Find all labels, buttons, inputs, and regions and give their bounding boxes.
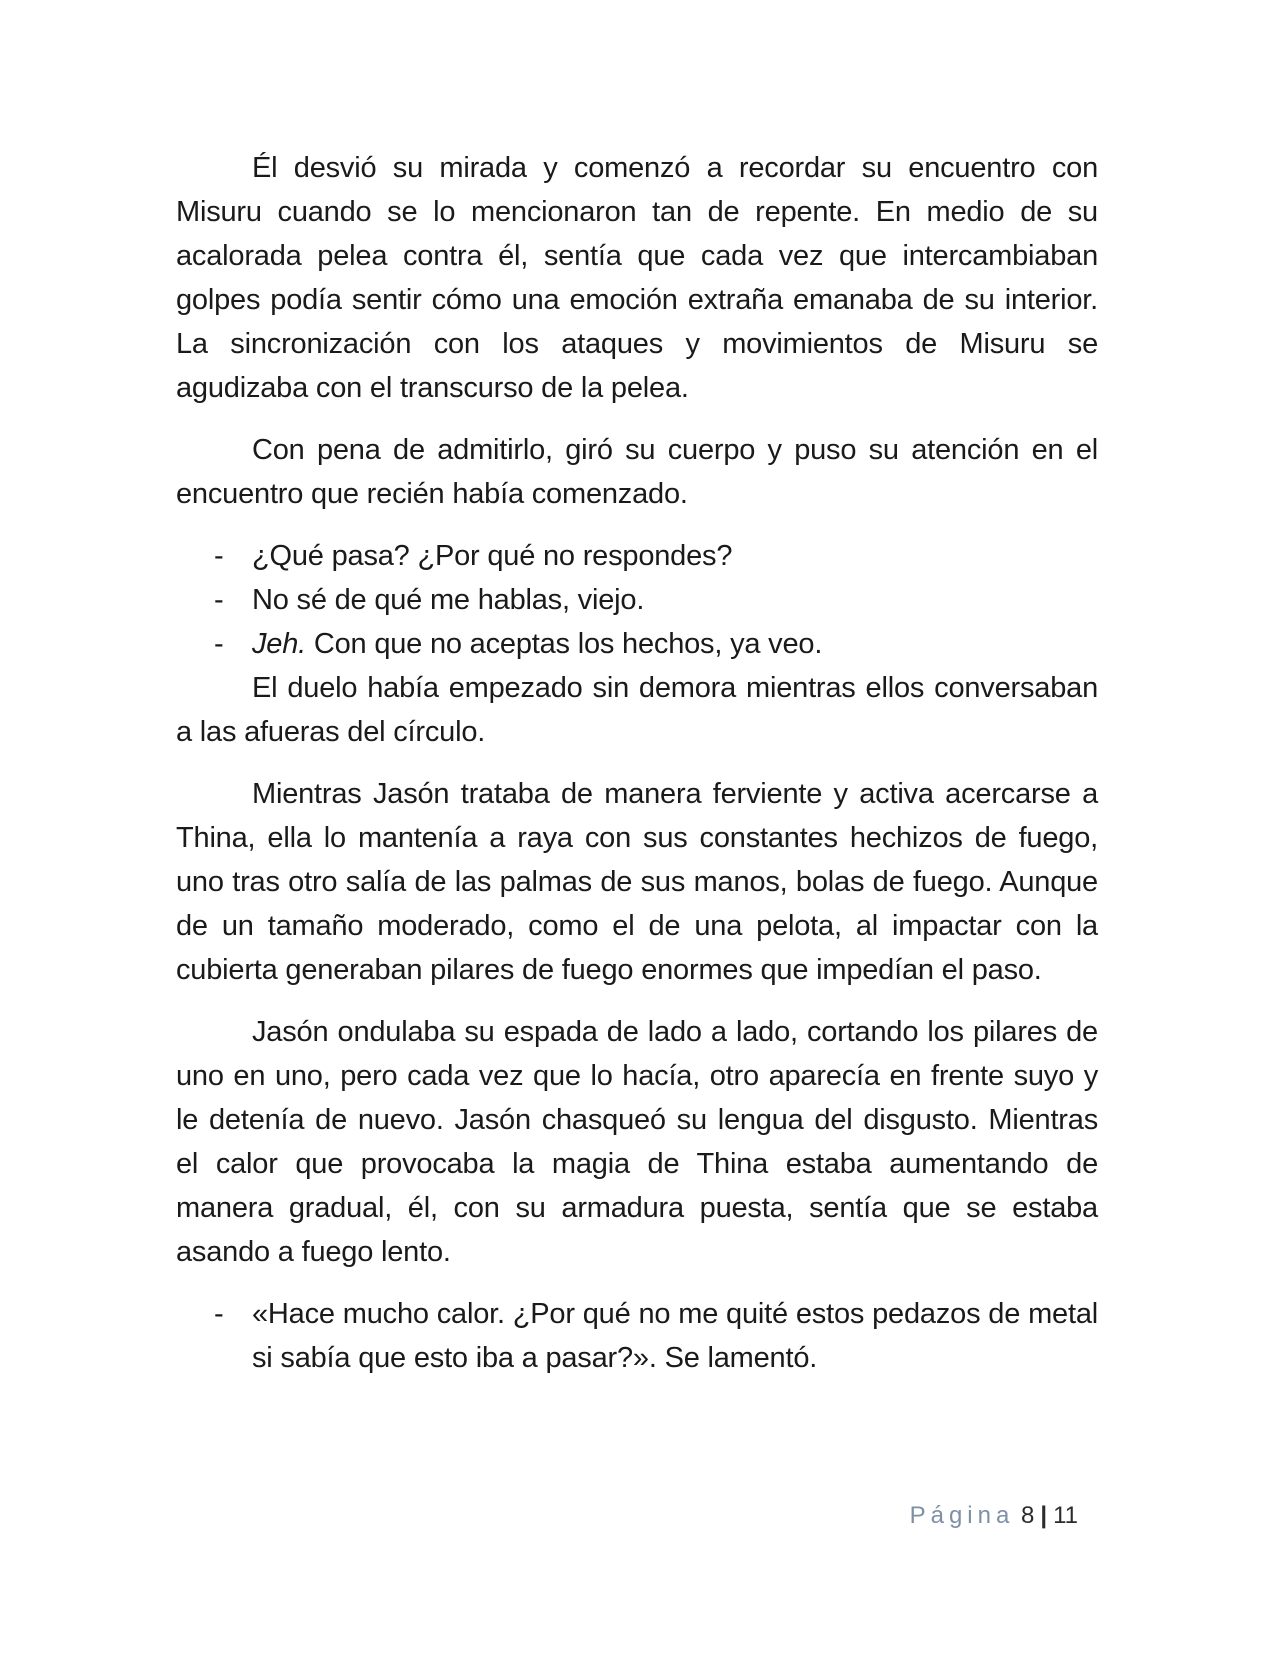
page-footer [900, 1501, 1078, 1531]
dialogue-text: «Hace mucho calor. ¿Por qué no me quité estos pedazos de metal si sabía que esto iba a pasar?». Se lamentó. [252, 1298, 1098, 1374]
dialogue-text: No sé de qué me hablas, viejo. [252, 584, 645, 616]
dialogue-line-3 [176, 622, 1098, 666]
dialogue-dash: - [214, 1298, 224, 1330]
dialogue-line-4 [176, 1292, 1098, 1380]
dialogue-dash: - [214, 540, 224, 572]
paragraph-3: El duelo había empezado sin demora mientras ellos conversaban a las afueras del círculo. [176, 672, 1098, 748]
dialogue-dash: - [214, 628, 224, 660]
dialogue-list-1 [176, 534, 1098, 666]
footer-separator: | [1040, 1502, 1048, 1529]
dialogue-line-2 [176, 578, 1098, 622]
footer-total-pages: 11 [1053, 1502, 1078, 1529]
body-text [176, 146, 1098, 1380]
dialogue-dash: - [214, 584, 224, 616]
paragraph-5: Jasón ondulaba su espada de lado a lado, cortando los pilares de uno en uno, pero cada vez que lo hacía, otro aparecía en frente suyo y le detenía de nuevo. Jasón chasqueó su lengua del disgusto. Mientras el calor que provocaba la magia de Thina estaba aumentando de manera gradual, él, con su armadura puesta, sentía que se estaba asando a fuego lento. [176, 1016, 1098, 1268]
paragraph-4: Mientras Jasón trataba de manera ferviente y activa acercarse a Thina, ella lo mantenía a raya con sus constantes hechizos de fuego, uno tras otro salía de las palmas de sus manos, bolas de fuego. Aunque de un tamaño moderado, como el de una pelota, al impactar con la cubierta generaban pilares de fuego enormes que impedían el paso. [176, 778, 1098, 986]
footer-page-word: Página [909, 1502, 1015, 1529]
dialogue-text: Con que no aceptas los hechos, ya veo. [306, 628, 823, 660]
dialogue-text: ¿Qué pasa? ¿Por qué no respondes? [252, 540, 733, 572]
dialogue-list-2 [176, 1292, 1098, 1380]
footer-current-page: 8 [1021, 1502, 1035, 1529]
dialogue-line-1 [176, 534, 1098, 578]
paragraph-1: Él desvió su mirada y comenzó a recordar su encuentro con Misuru cuando se lo mencionaron tan de repente. En medio de su acalorada pelea contra él, sentía que cada vez que intercambiaban golpes podía sentir cómo una emoción extraña emanaba de su interior. La sincronización con los ataques y movimientos de Misuru se agudizaba con el transcurso de la pelea. [176, 152, 1098, 404]
dialogue-italic-word: Jeh. [252, 628, 307, 660]
paragraph-2: Con pena de admitirlo, giró su cuerpo y puso su atención en el encuentro que recién había comenzado. [176, 434, 1098, 510]
